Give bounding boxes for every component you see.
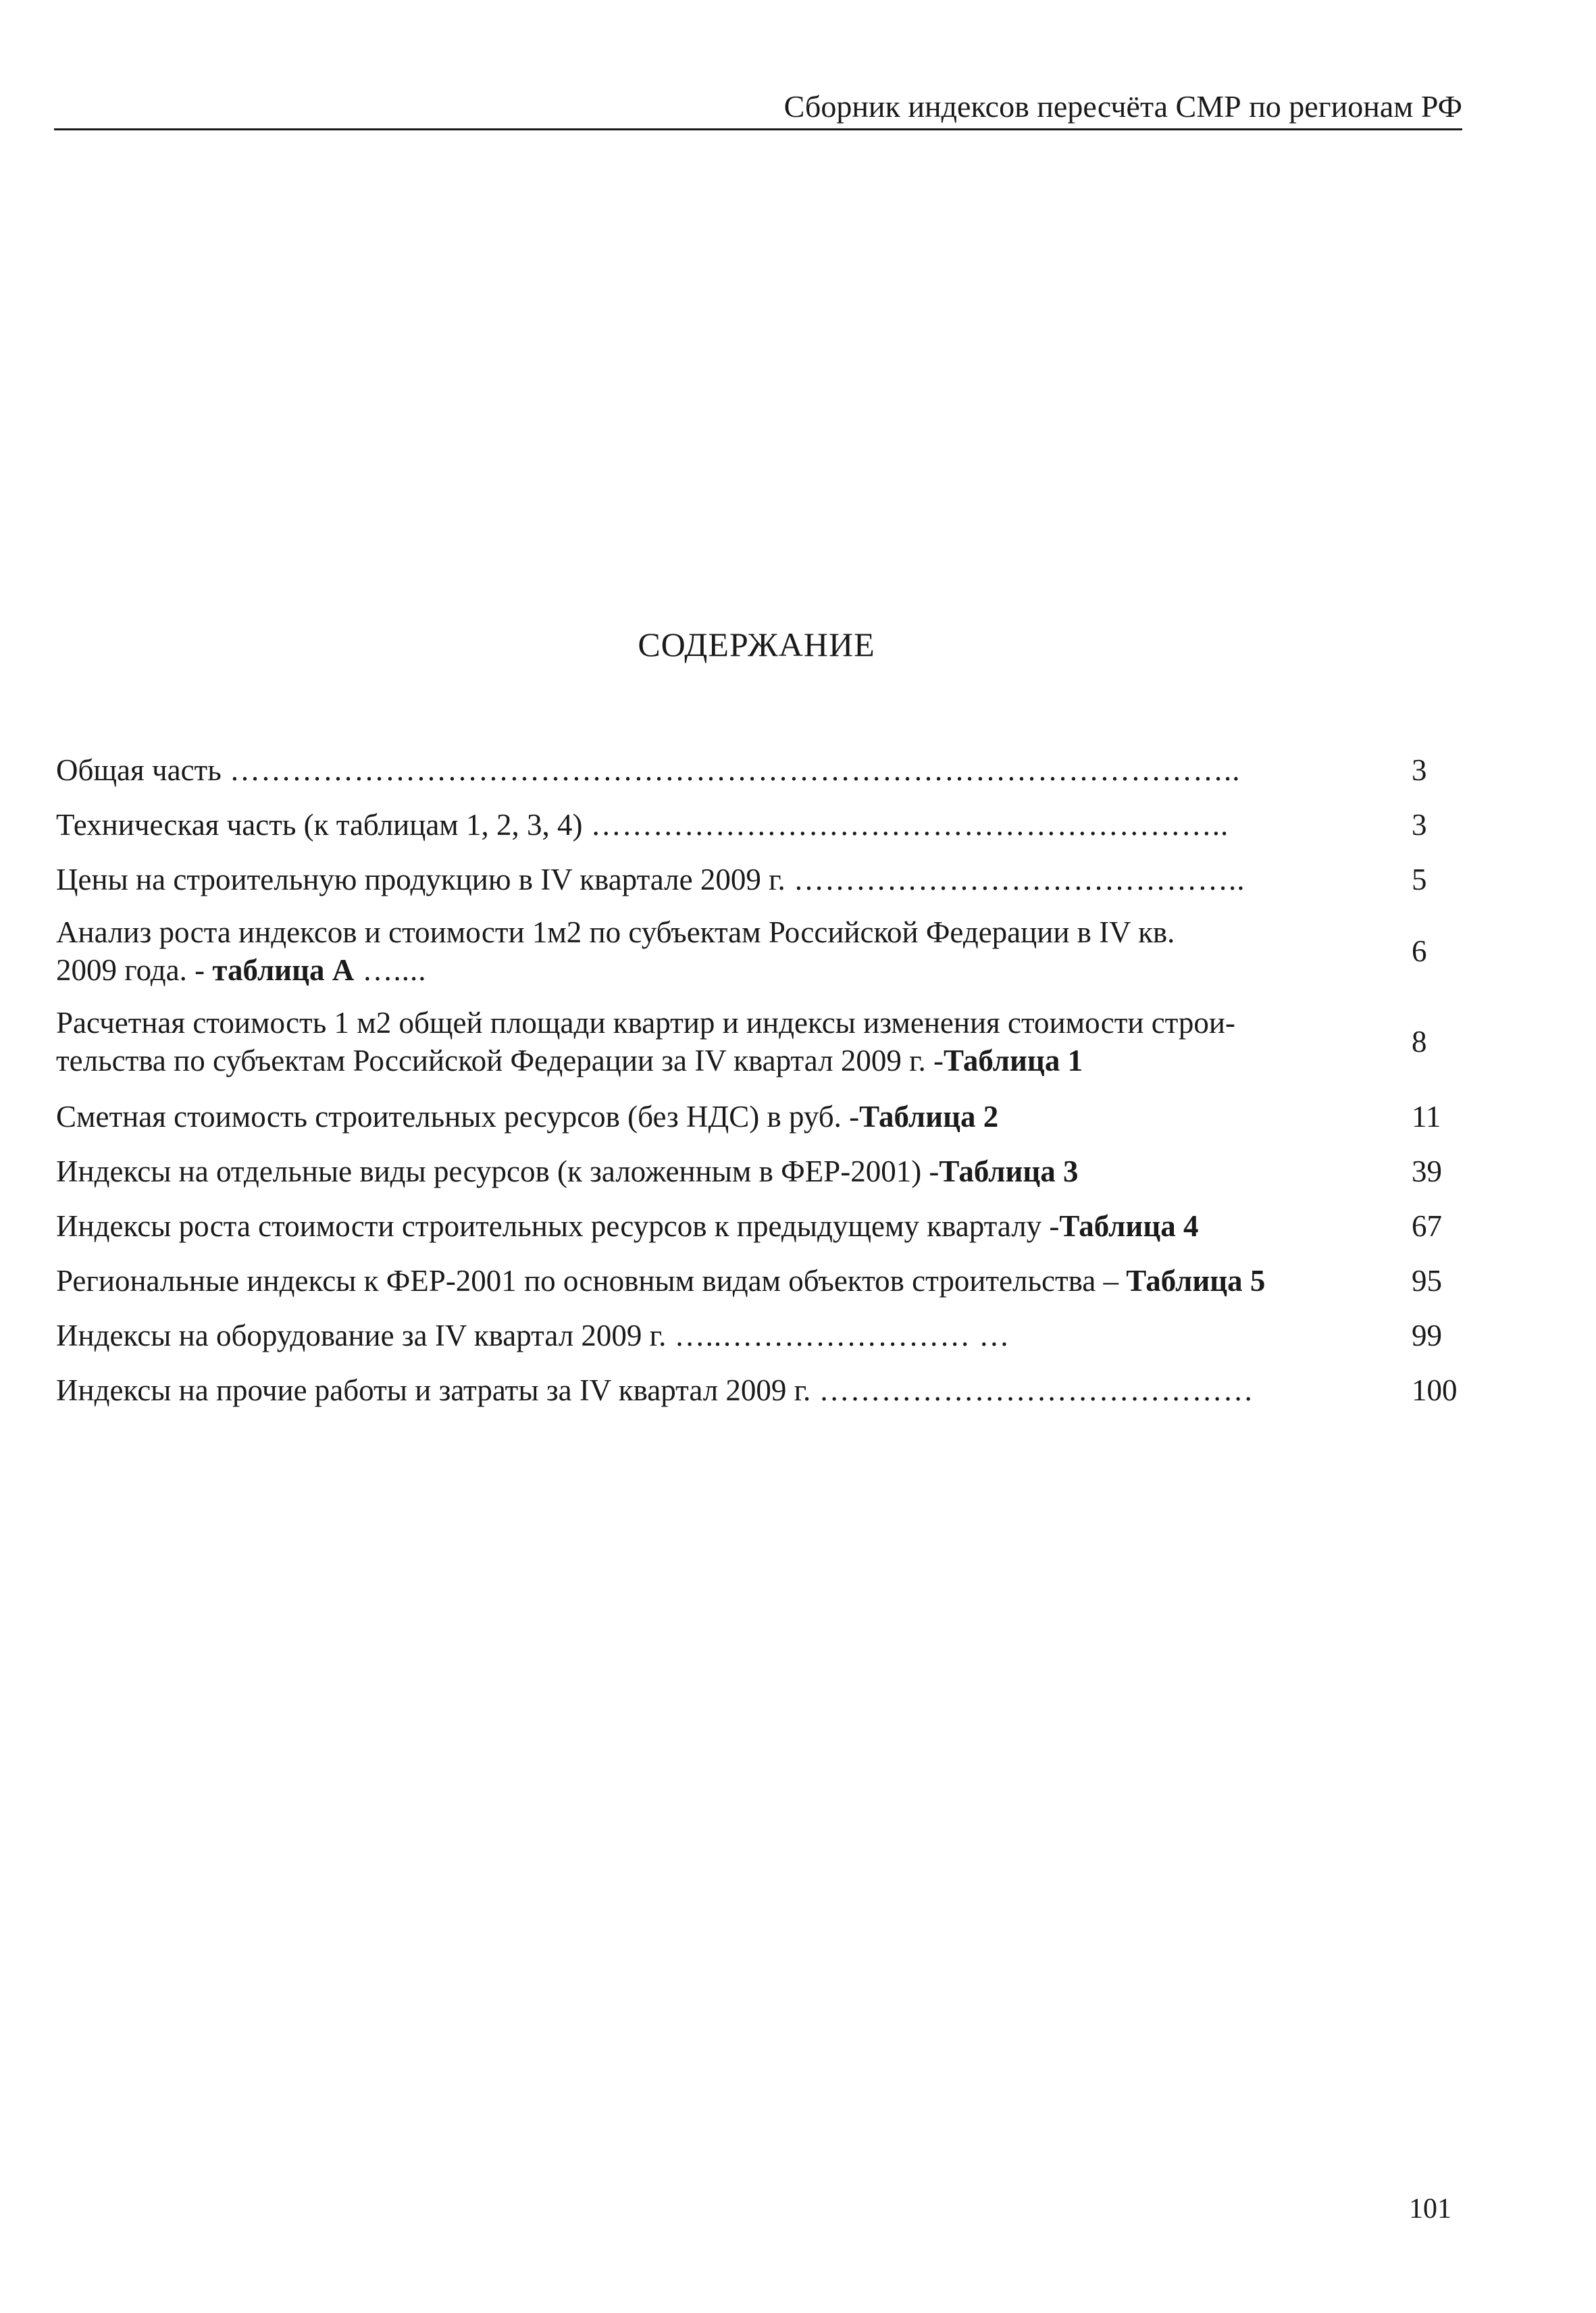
toc-entry-table-ref: Таблица 5 <box>1126 1264 1266 1298</box>
toc-leader: …………………………………….. <box>785 863 1245 896</box>
toc-entry-line2: тельства по субъектам Российской Федерации за IV квартал 2009 г. - <box>56 1044 944 1077</box>
toc-entry-table-ref: Таблица 4 <box>1059 1209 1199 1243</box>
toc-page-number: 3 <box>1412 753 1427 787</box>
toc-page-number: 11 <box>1412 1100 1441 1134</box>
toc-entry-label: Техническая часть (к таблицам 1, 2, 3, 4) <box>56 808 583 842</box>
toc-page-number: 100 <box>1412 1373 1458 1407</box>
toc-entry-prices[interactable] <box>56 861 1471 898</box>
toc-entry-general[interactable] <box>56 751 1471 789</box>
toc-entry-table-ref: Таблица 3 <box>939 1154 1079 1188</box>
toc-leader: …………………………………………………….. <box>582 808 1229 842</box>
toc-entry-equipment[interactable] <box>56 1317 1471 1354</box>
page-header <box>54 80 1462 130</box>
toc-leader: ….... <box>354 953 427 987</box>
toc-entry-label: Индексы на прочие работы и затраты за IV квартал 2009 г. <box>56 1373 811 1407</box>
toc-entry-table-ref: таблица А <box>212 953 355 987</box>
toc-title: СОДЕРЖАНИЕ <box>638 626 875 663</box>
toc-page-number: 95 <box>1412 1264 1442 1298</box>
toc-entry-table-ref: Таблица 1 <box>943 1044 1083 1077</box>
page-number: 101 <box>1409 2193 1451 2225</box>
toc-entry-label: Сметная стоимость строительных ресурсов (без НДС) в руб. - <box>56 1100 860 1134</box>
toc-entry-line2: 2009 года. - <box>56 953 213 987</box>
toc-entry-table-a[interactable] <box>56 913 1471 989</box>
toc-entry-other-works[interactable] <box>56 1371 1471 1409</box>
toc-entry-table-3[interactable] <box>56 1152 1471 1190</box>
toc-page-number: 39 <box>1412 1154 1442 1188</box>
toc-leader: …………………………………………………………………………………….. <box>221 753 1241 787</box>
toc-page-number: 67 <box>1412 1209 1442 1243</box>
toc-entry-label: Цены на строительную продукцию в IV квартале 2009 г. <box>56 863 786 896</box>
toc-page-number: 3 <box>1412 808 1427 842</box>
toc-entry-table-2[interactable] <box>56 1098 1471 1136</box>
toc-entry-label: Индексы на отдельные виды ресурсов (к заложенным в ФЕР-2001) - <box>56 1154 939 1188</box>
toc-entry-table-4[interactable] <box>56 1207 1471 1245</box>
toc-entry-table-ref: Таблица 2 <box>859 1100 999 1134</box>
toc-page-number: 5 <box>1412 863 1427 896</box>
toc-entry-label: Региональные индексы к ФЕР-2001 по основным видам объектов строительства – <box>56 1264 1127 1298</box>
toc-leader: …………………………………… <box>810 1373 1254 1407</box>
toc-entry-label: Общая часть <box>56 753 222 787</box>
toc-page-number: 99 <box>1412 1319 1442 1352</box>
toc-entry-table-5[interactable] <box>56 1262 1471 1300</box>
toc-entry-table-1[interactable] <box>56 1004 1471 1079</box>
toc-page-number: 8 <box>1412 1025 1427 1059</box>
header-title: Сборник индексов пересчёта СМР по регионам РФ <box>783 89 1462 124</box>
toc-entry-line1: Анализ роста индексов и стоимости 1м2 по субъектам Российской Федерации в IV кв. <box>56 915 1175 949</box>
toc-leader: …..…………………… … <box>666 1319 1010 1352</box>
toc-entry-label: Индексы роста стоимости строительных ресурсов к предыдущему кварталу - <box>56 1209 1060 1243</box>
toc-entry-line1: Расчетная стоимость 1 м2 общей площади квартир и индексы изменения стоимости строи- <box>56 1006 1235 1040</box>
table-of-contents <box>56 751 1471 1409</box>
toc-entry-technical[interactable] <box>56 806 1471 844</box>
toc-entry-label: Индексы на оборудование за IV квартал 2009 г. <box>56 1319 667 1352</box>
toc-page-number: 6 <box>1412 934 1427 968</box>
